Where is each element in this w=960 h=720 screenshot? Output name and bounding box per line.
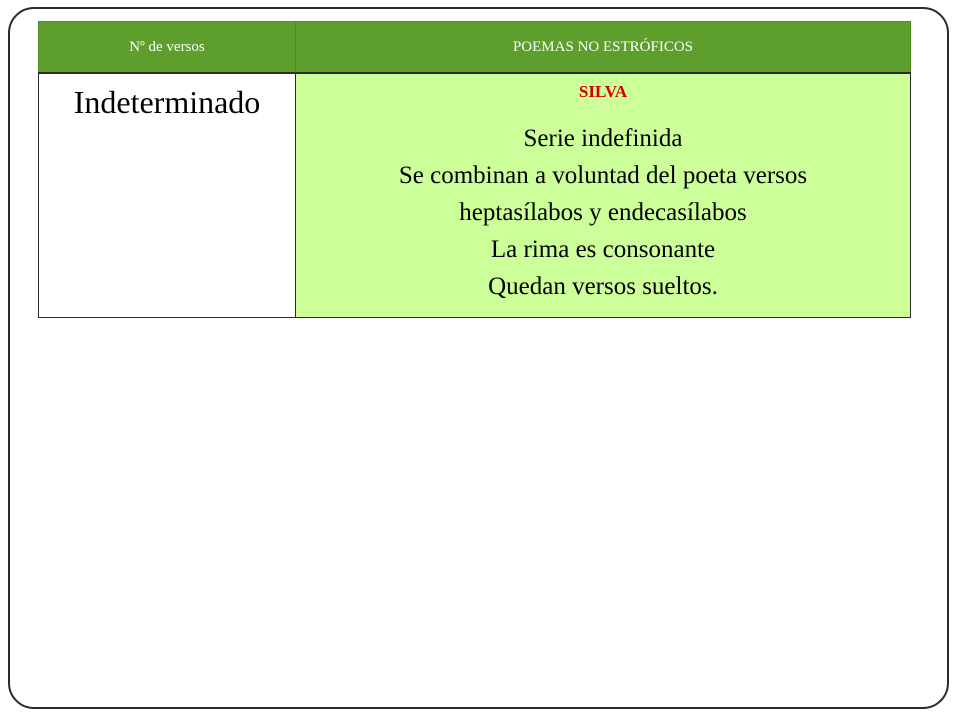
- verse-table: [38, 21, 911, 318]
- poem-line: Serie indefinida: [523, 125, 683, 152]
- poem-name: SILVA: [578, 82, 628, 101]
- table-row: [39, 73, 911, 317]
- poem-line: Quedan versos sueltos.: [488, 273, 718, 300]
- poem-line: La rima es consonante: [490, 236, 716, 263]
- header-verse-count: Nº de versos: [39, 22, 296, 74]
- header-non-strophic-poems: POEMAS NO ESTRÓFICOS: [296, 22, 911, 74]
- verse-count-cell: Indeterminado: [39, 73, 296, 317]
- poem-line: heptasílabos y endecasílabos: [459, 199, 747, 226]
- poem-description-cell: [296, 73, 911, 317]
- header-row: [39, 22, 911, 74]
- poem-line: Se combinan a voluntad del poeta versos: [398, 162, 808, 189]
